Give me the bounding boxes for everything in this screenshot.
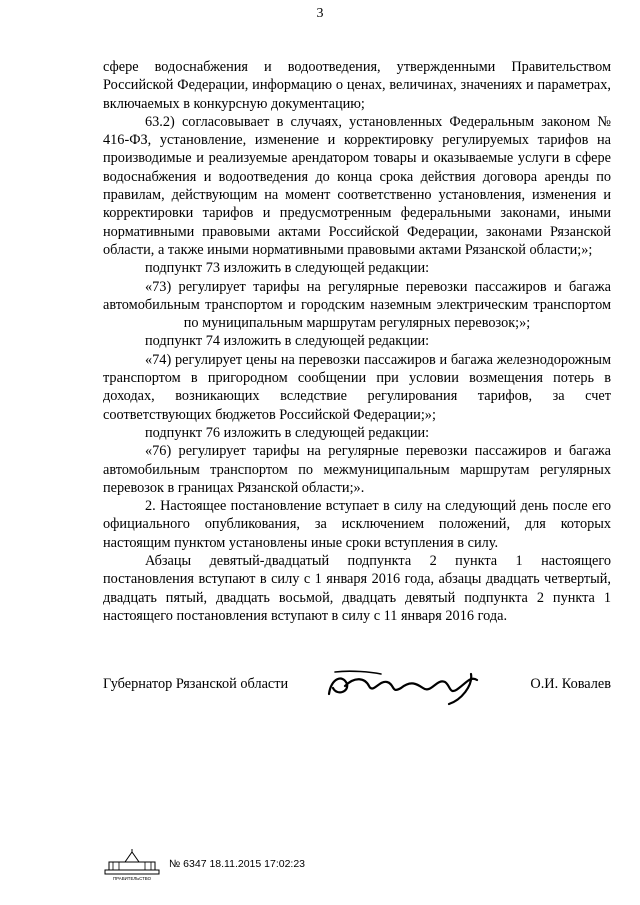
emblem-caption: ПРАВИТЕЛЬСТВО bbox=[113, 876, 151, 881]
page-number: 3 bbox=[316, 6, 324, 21]
registration-stamp: № 6347 18.11.2015 17:02:23 bbox=[169, 858, 306, 870]
signatory-position: Губернатор Рязанской области bbox=[103, 676, 289, 692]
paragraph: «74) регулирует цены на перевозки пассажиров и багажа железнодорожным транспортом в пригородном сообщении при условии возмещения потерь в доходах, возникающих вследствие регулирования тарифов, за счет соответствующих бюджетов Российской Федерации;»; bbox=[103, 351, 611, 423]
paragraph: 63.2) согласовывает в случаях, установленных Федеральным законом № 416-ФЗ, установление, изменение и корректировку регулируемых тарифов на производимые и реализуемые арендатором товары и оказываемые услуги в сфере водоснабжения и водоотведения до конца срока действия договора аренды по правилам, действующим на момент соответственно установления, изменения и корректировки тарифов и предусмотренным федеральными законами, иными нормативными правовыми актами Российской Федерации, законами Рязанской области, а также иными нормативными правовыми актами Рязанской области;»; bbox=[103, 113, 611, 258]
paragraph: подпункт 76 изложить в следующей редакции: bbox=[145, 424, 430, 441]
government-building-emblem bbox=[103, 848, 161, 882]
signature-block bbox=[103, 666, 611, 706]
document-body bbox=[103, 58, 611, 625]
paragraph: Абзацы девятый-двадцатый подпункта 2 пункта 1 настоящего постановления вступают в силу с 1 января 2016 года, абзацы двадцать четвертый, двадцать пятый, двадцать восьмой, двадцать девятый подпункта 2 пункта 1 настоящего постановления вступают в силу с 11 января 2016 года. bbox=[103, 553, 611, 624]
paragraph: «76) регулирует тарифы на регулярные перевозки пассажиров и багажа автомобильным транспортом по межмуниципальным маршрутам регулярных перевозок в границах Рязанской области;». bbox=[103, 443, 611, 496]
paragraph: «73) регулирует тарифы на регулярные перевозки пассажиров и багажа автомобильным транспортом и городским наземным электрическим транспортом по муниципальным маршрутам регулярных перевозок;»; bbox=[103, 278, 611, 332]
registration-footer bbox=[103, 848, 403, 882]
paragraph: подпункт 74 изложить в следующей редакции: bbox=[145, 333, 430, 350]
paragraph: 2. Настоящее постановление вступает в силу на следующий день после его официального опубликования, за исключением положений, для которых настоящим пунктом установлены иные сроки вступления в силу. bbox=[103, 498, 611, 551]
handwritten-signature bbox=[321, 666, 501, 706]
paragraph: сфере водоснабжения и водоотведения, утвержденными Правительством Российской Федерации, информацию о ценах, величинах, значениях и параметрах, включаемых в конкурсную документацию; bbox=[103, 59, 611, 112]
paragraph: подпункт 73 изложить в следующей редакции: bbox=[145, 260, 430, 277]
signatory-name: О.И. Ковалев bbox=[530, 676, 611, 692]
